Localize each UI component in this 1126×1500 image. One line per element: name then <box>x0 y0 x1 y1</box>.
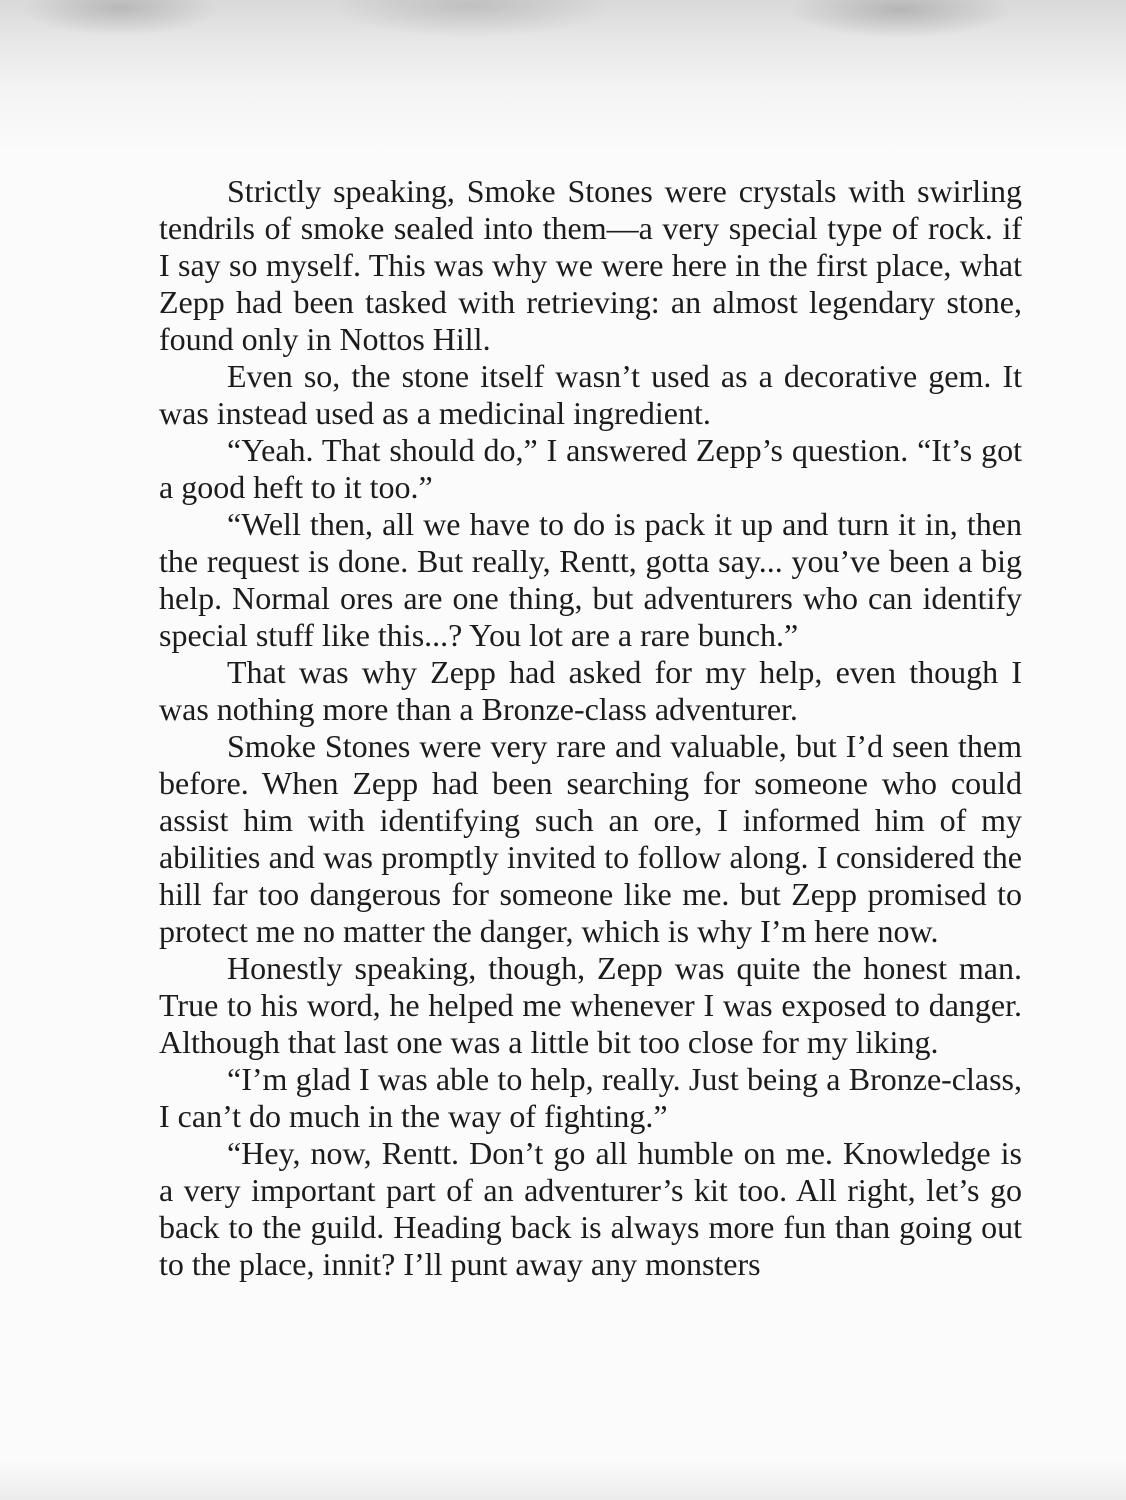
paragraph-5: That was why Zepp had asked for my help, even though I was nothing more than a Bronze-class adventurer. <box>159 654 1022 727</box>
paragraph-2: Even so, the stone itself wasn’t used as a decorative gem. It was instead used as a medicinal ingredient. <box>159 358 1022 431</box>
paragraph-4: “Well then, all we have to do is pack it up and turn it in, then the request is done. But really, Rentt, gotta say... you’ve been a big help. Normal ores are one thing, but adventurers who can identify special stuff like this...? You lot are a rare bunch.” <box>159 506 1022 653</box>
paragraph-9: “Hey, now, Rentt. Don’t go all humble on me. Knowledge is a very important part of an adventurer’s kit too. All right, let’s go back to the guild. Heading back is always more fun than going out to the place, innit? I’ll punt away any monsters <box>159 1135 1022 1282</box>
paragraph-3: “Yeah. That should do,” I answered Zepp’s question. “It’s got a good heft to it too.” <box>159 432 1022 505</box>
paper-texture-top <box>0 0 1126 150</box>
page-body-text <box>159 173 1022 1283</box>
paper-texture-bottom <box>0 1460 1126 1500</box>
paragraph-7: Honestly speaking, though, Zepp was quite the honest man. True to his word, he helped me whenever I was exposed to danger. Although that last one was a little bit too close for my liking. <box>159 950 1022 1060</box>
paragraph-8: “I’m glad I was able to help, really. Just being a Bronze-class, I can’t do much in the way of fighting.” <box>159 1061 1022 1134</box>
paragraph-6: Smoke Stones were very rare and valuable, but I’d seen them before. When Zepp had been searching for someone who could assist him with identifying such an ore, I informed him of my abilities and was promptly invited to follow along. I considered the hill far too dangerous for someone like me. but Zepp promised to protect me no matter the danger, which is why I’m here now. <box>159 728 1022 949</box>
paragraph-1: Strictly speaking, Smoke Stones were crystals with swirling tendrils of smoke sealed into them—a very special type of rock. if I say so myself. This was why we were here in the first place, what Zepp had been tasked with retrieving: an almost legendary stone, found only in Nottos Hill. <box>159 173 1022 357</box>
